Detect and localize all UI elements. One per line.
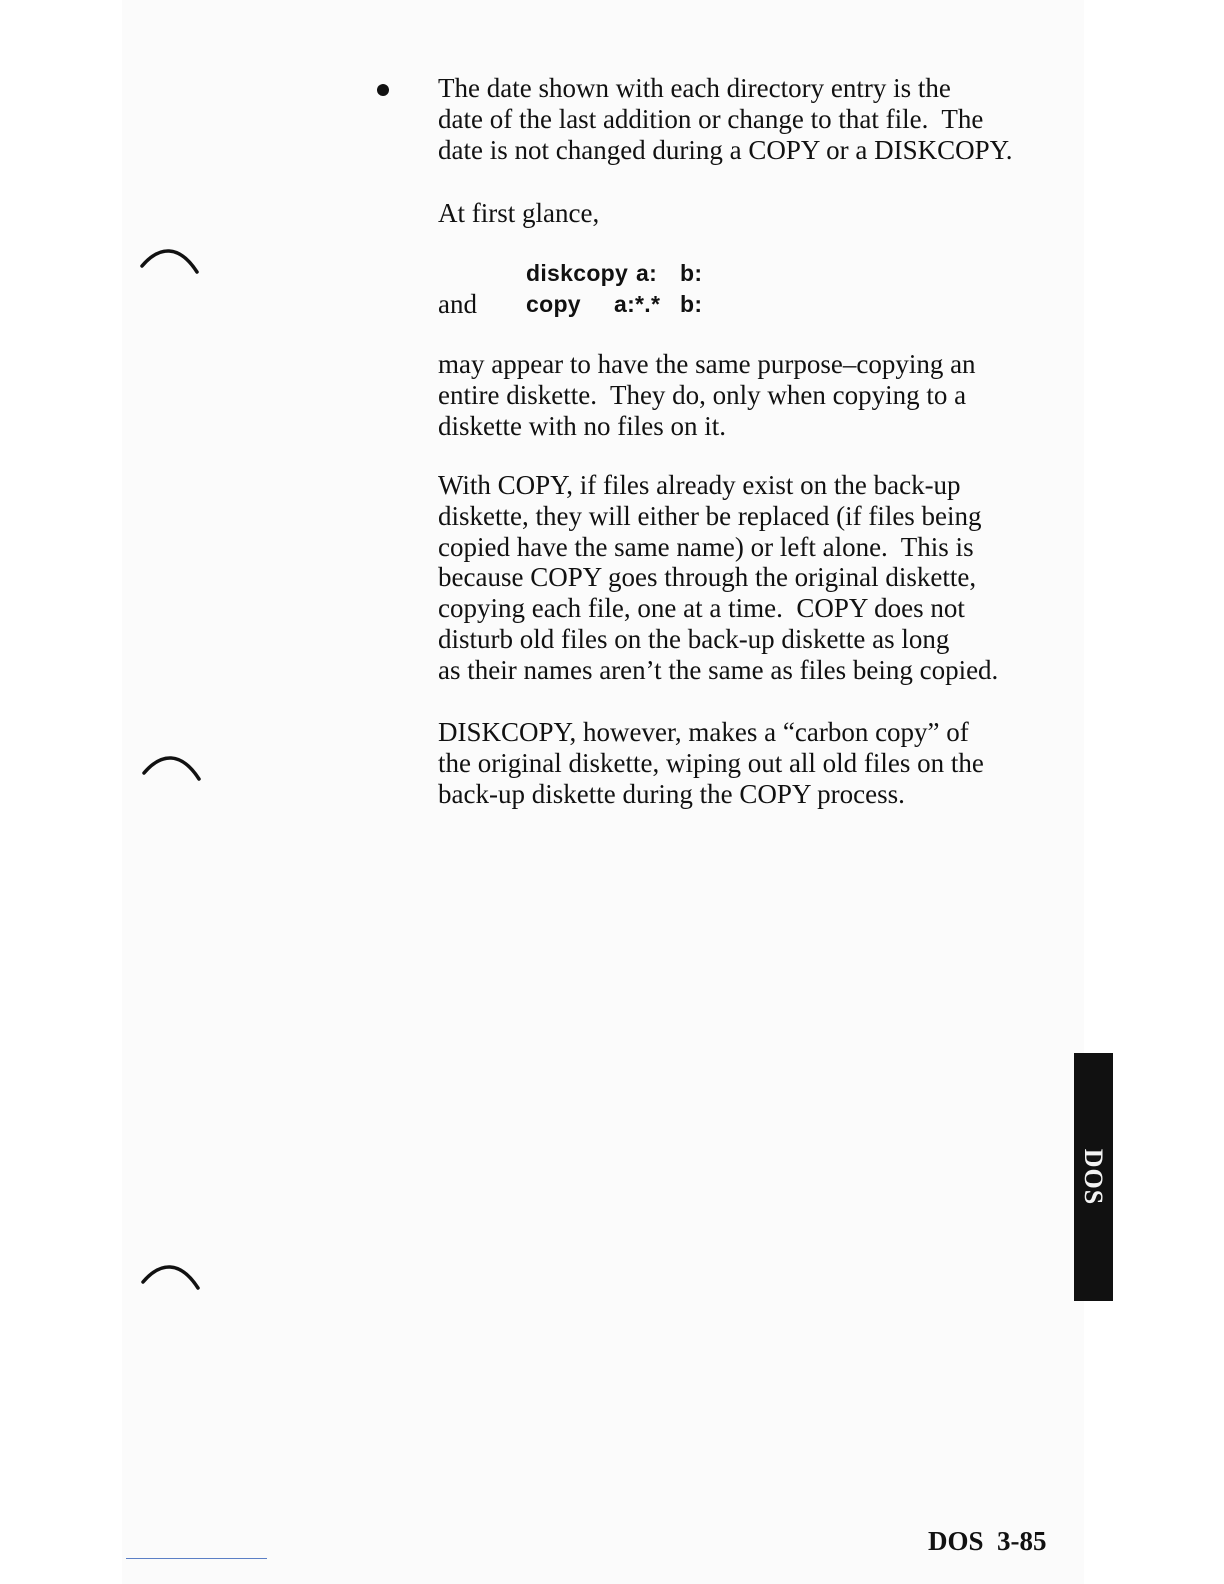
command-row-copy bbox=[0, 288, 1224, 320]
paragraph-date-info: The date shown with each directory entry is the date of the last addition or change to that file. The date is not changed during a COPY or a DISKCOPY. bbox=[438, 73, 1013, 165]
page-number: DOS 3-85 bbox=[928, 1526, 1047, 1556]
binder-hole-arc-icon bbox=[140, 1260, 204, 1296]
section-tab bbox=[1074, 1053, 1113, 1301]
section-tab-label: DOS bbox=[1079, 1148, 1108, 1206]
bullet-icon bbox=[377, 84, 389, 96]
command-target: b: bbox=[680, 260, 703, 286]
divider bbox=[126, 1558, 267, 1559]
paragraph-copy-behavior: With COPY, if files already exist on the back-up diskette, they will either be replaced (if files being copied have the same name) or left alone. This is because COPY goes through the original diskette, copying each file, one at a time. COPY does not disturb old files on the back-up diskette as long as their names aren’t the same as files being copied. bbox=[438, 470, 999, 685]
command-name: diskcopy bbox=[526, 260, 629, 286]
command-row-diskcopy bbox=[0, 257, 1224, 289]
paragraph-diskcopy-behavior: DISKCOPY, however, makes a “carbon copy” of the original diskette, wiping out all old files on the back-up diskette during the COPY process. bbox=[438, 717, 984, 809]
paragraph-first-glance: At first glance, bbox=[438, 198, 600, 228]
command-name: copy bbox=[526, 291, 581, 317]
connector-word: and bbox=[438, 289, 477, 319]
command-source: a:*.* bbox=[614, 291, 661, 317]
command-source: a: bbox=[636, 260, 658, 286]
binder-hole-arc-icon bbox=[141, 751, 205, 787]
command-target: b: bbox=[680, 291, 703, 317]
paragraph-same-purpose: may appear to have the same purpose–copying an entire diskette. They do, only when copying to a diskette with no files on it. bbox=[438, 349, 976, 441]
